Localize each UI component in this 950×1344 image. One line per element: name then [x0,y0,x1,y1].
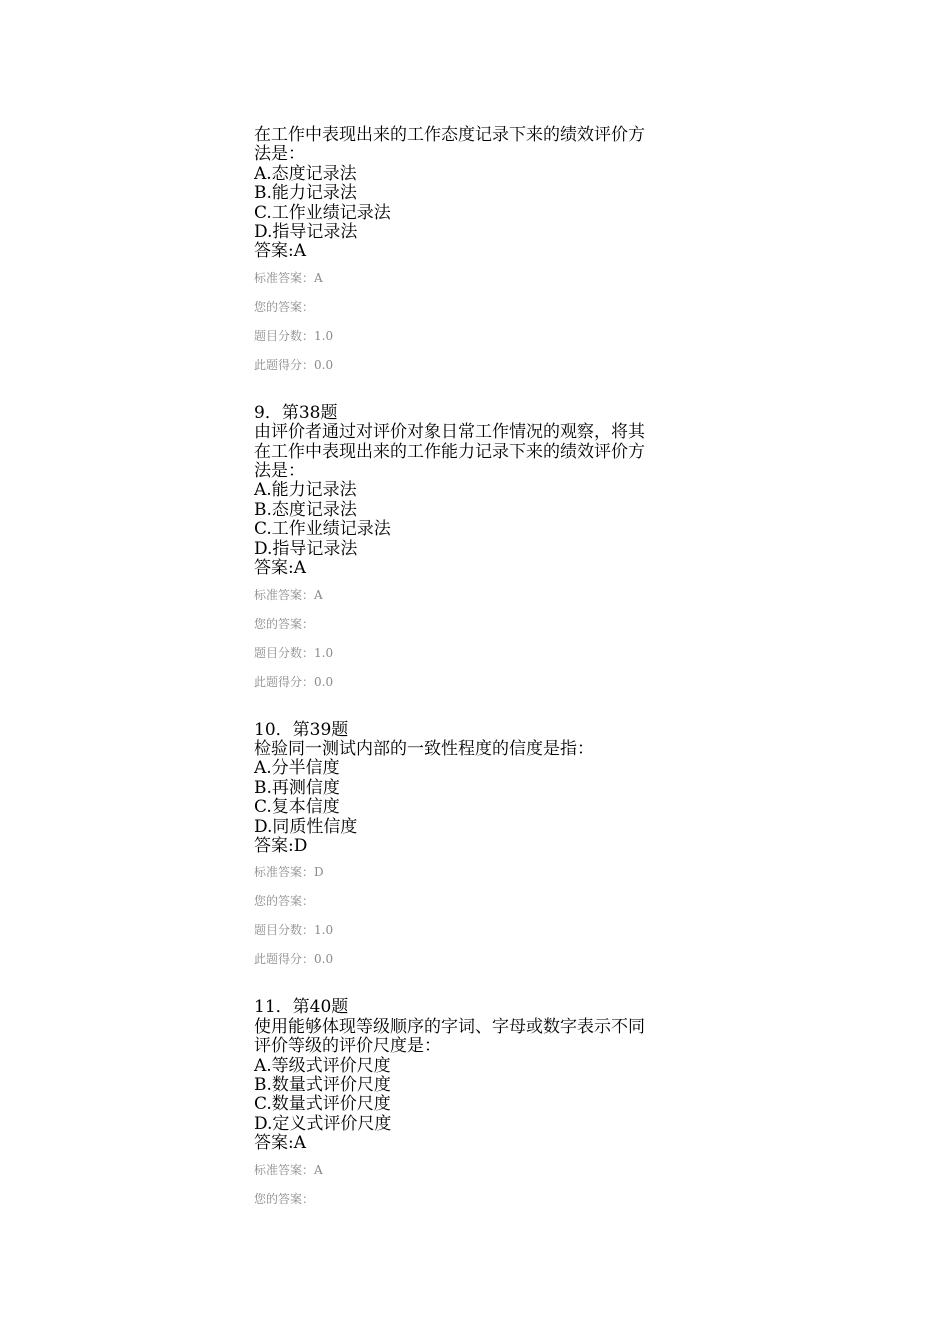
spacer [254,974,714,998]
question-block-37 [254,126,714,380]
spacer [254,697,714,721]
question-stem-line: 在工作中表现出来的工作态度记录下来的绩效评价方 [254,125,645,145]
question-title: 11．第40题 [254,997,349,1018]
score-earned: 此题得分：0.0 [254,674,334,689]
question-block-39 [254,721,714,975]
your-answer: 您的答案： [254,299,315,314]
question-stem-line: 检验同一测试内部的一致性程度的信度是指： [254,738,594,759]
standard-answer: 标准答案：D [254,865,324,880]
option-c: C.工作业绩记录法 [254,519,391,540]
question-title: 10．第39题 [254,719,349,740]
question-block-38 [254,404,714,697]
answer-line: 答案:A [254,558,307,579]
standard-answer: 标准答案：A [254,587,323,602]
option-c: C.数量式评价尺度 [254,1094,391,1115]
exam-document [254,126,714,1214]
option-a: A.能力记录法 [254,480,357,501]
answer-line: 答案:A [254,1133,307,1154]
score-earned: 此题得分：0.0 [254,952,334,967]
standard-answer: 标准答案：A [254,270,323,285]
option-c: C.工作业绩记录法 [254,202,391,223]
option-b: B.再测信度 [254,777,340,798]
your-answer: 您的答案： [254,1191,315,1206]
score-earned: 此题得分：0.0 [254,357,334,372]
question-block-40 [254,998,714,1213]
option-d: D.指导记录法 [254,538,358,559]
question-stem-line: 法是： [254,461,305,482]
question-score: 题目分数：1.0 [254,923,334,938]
option-b: B.能力记录法 [254,183,357,204]
option-d: D.指导记录法 [254,222,358,243]
question-stem-line: 法是： [254,144,305,165]
option-b: B.态度记录法 [254,499,357,520]
question-score: 题目分数：1.0 [254,328,334,343]
your-answer: 您的答案： [254,616,315,631]
question-score: 题目分数：1.0 [254,645,334,660]
spacer [254,380,714,404]
standard-answer: 标准答案：A [254,1162,323,1177]
option-d: D.同质性信度 [254,816,358,837]
question-stem-line: 评价等级的评价尺度是： [254,1036,441,1057]
question-title: 9．第38题 [254,402,338,423]
question-stem-line: 使用能够体现等级顺序的字词、字母或数字表示不同 [254,1016,645,1037]
question-stem-line: 由评价者通过对评价对象日常工作情况的观察，将其 [254,422,645,443]
option-b: B.数量式评价尺度 [254,1074,391,1095]
question-stem-line: 在工作中表现出来的工作能力记录下来的绩效评价方 [254,441,645,462]
option-a: A.态度记录法 [254,163,357,184]
option-a: A.分半信度 [254,758,340,779]
option-a: A.等级式评价尺度 [254,1055,391,1076]
answer-line: 答案:D [254,835,308,856]
your-answer: 您的答案： [254,894,315,909]
answer-line: 答案:A [254,241,307,262]
option-c: C.复本信度 [254,797,340,818]
option-d: D.定义式评价尺度 [254,1113,392,1134]
